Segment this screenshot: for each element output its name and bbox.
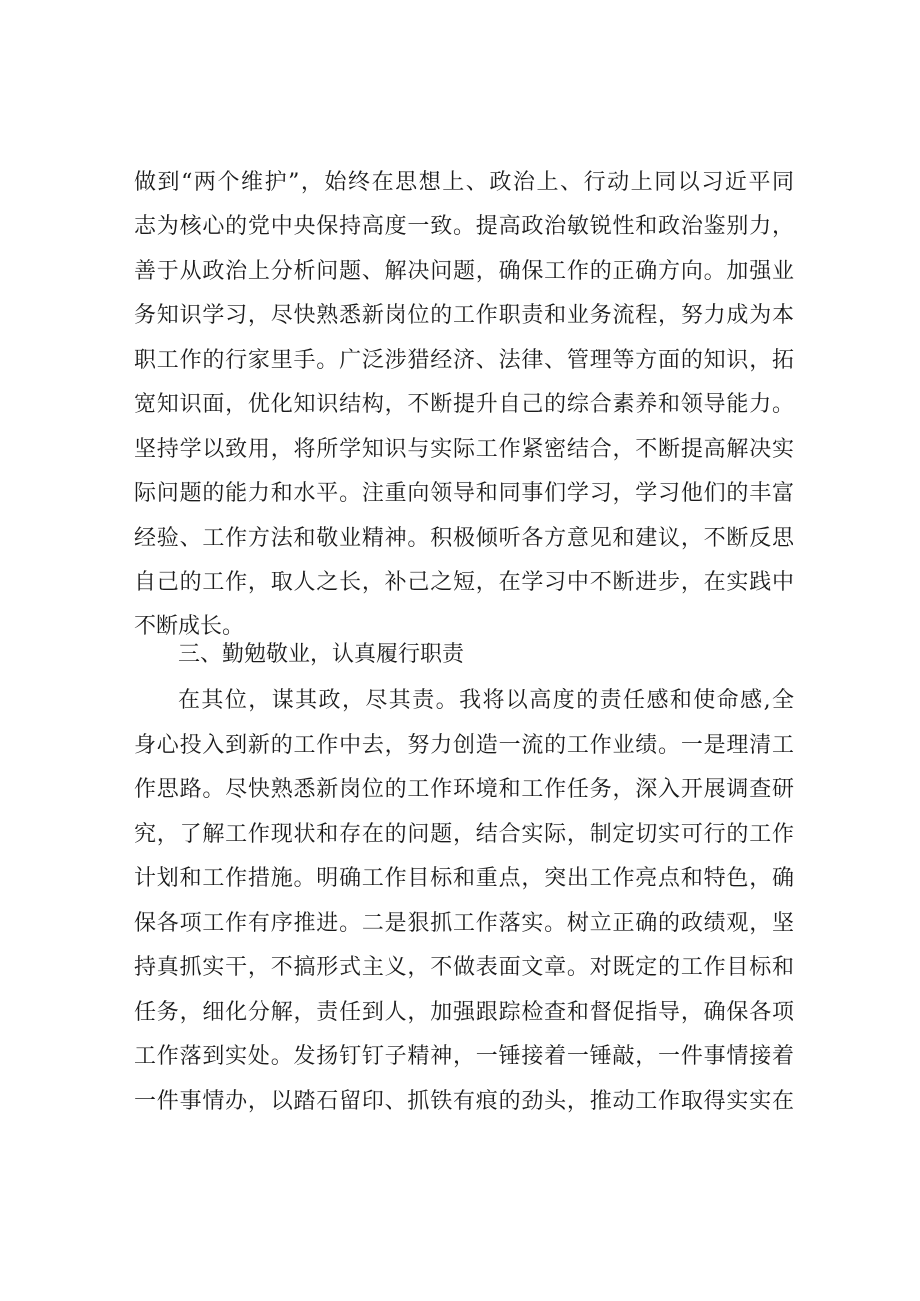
paragraph-1-line: 际问题的能力和水平。注重向领导和同事们学习，学习他们的丰富 xyxy=(134,481,794,506)
paragraph-1-line: 志为核心的党中央保持高度一致。提高政治敏锐性和政治鉴别力， xyxy=(134,214,794,239)
paragraph-2-line: 究，了解工作现状和存在的问题，结合实际，制定切实可行的工作 xyxy=(134,822,794,847)
paragraph-1-line: 善于从政治上分析问题、解决问题，确保工作的正确方向。加强业 xyxy=(134,259,794,284)
paragraph-1-line: 做到“两个维护”，始终在思想上、政治上、行动上同以习近平同 xyxy=(134,170,794,195)
paragraph-1-line: 坚持学以致用，将所学知识与实际工作紧密结合，不断提高解决实 xyxy=(134,437,794,462)
paragraph-1-line: 职工作的行家里手。广泛涉猎经济、法律、管理等方面的知识，拓 xyxy=(134,348,794,373)
section-heading: 三、勤勉敬业，认真履行职责 xyxy=(178,642,465,667)
paragraph-2-line: 在其位，谋其政，尽其责。我将以高度的责任感和使命感,全 xyxy=(178,688,794,713)
paragraph-2-line: 持真抓实干，不搞形式主义，不做表面文章。对既定的工作目标和 xyxy=(134,955,794,980)
paragraph-1-line: 宽知识面，优化知识结构，不断提升自己的综合素养和领导能力。 xyxy=(134,392,794,417)
paragraph-1-line: 自己的工作，取人之长，补己之短，在学习中不断进步，在实践中 xyxy=(134,570,794,595)
paragraph-1-line: 不断成长。 xyxy=(134,614,245,639)
paragraph-1-line: 经验、工作方法和敬业精神。积极倾听各方意见和建议，不断反思 xyxy=(134,526,794,551)
paragraph-1-line: 务知识学习，尽快熟悉新岗位的工作职责和业务流程，努力成为本 xyxy=(134,303,794,328)
paragraph-2-line: 任务，细化分解，责任到人，加强跟踪检查和督促指导，确保各项 xyxy=(134,1000,794,1025)
paragraph-2-line: 计划和工作措施。明确工作目标和重点，突出工作亮点和特色，确 xyxy=(134,866,794,891)
paragraph-2-line: 一件事情办，以踏石留印、抓铁有痕的劲头，推动工作取得实实在 xyxy=(134,1089,794,1114)
paragraph-2-line: 作思路。尽快熟悉新岗位的工作环境和工作任务，深入开展调查研 xyxy=(134,777,794,802)
paragraph-2-line: 工作落到实处。发扬钉钉子精神，一锤接着一锤敲，一件事情接着 xyxy=(134,1044,794,1069)
paragraph-2-line: 保各项工作有序推进。二是狠抓工作落实。树立正确的政绩观，坚 xyxy=(134,911,794,936)
paragraph-2-line: 身心投入到新的工作中去，努力创造一流的工作业绩。一是理清工 xyxy=(134,733,794,758)
